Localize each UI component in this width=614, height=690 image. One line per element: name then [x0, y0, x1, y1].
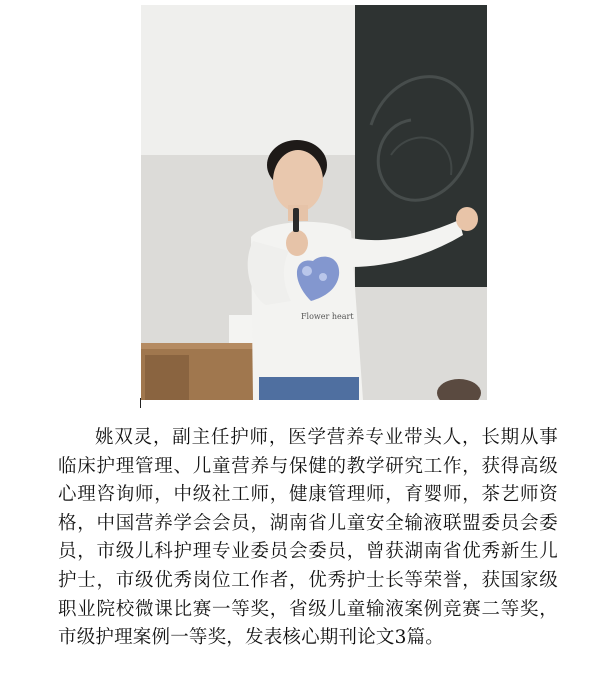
bio-paragraph: 姚双灵，副主任护师，医学营养专业带头人，长期从事临床护理管理、儿童营养与保健的教学研究工作，获得高级心理咨询师，中级社工师，健康管理师，育婴师，茶艺师资格，中国营养学会会员，湖南省儿童安全输液联盟委员会委员，市级儿科护理专业委员会委员，曾获湖南省优秀新生儿护士，市级优秀岗位工作者，优秀护士长等荣誉，获国家级职业院校微课比赛一等奖，省级儿童输液案例竞赛二等奖，市级护理案例一等奖，发表核心期刊论文3篇。 — [58, 427, 558, 649]
portrait-photo — [141, 5, 487, 400]
photo-corner-mark — [140, 398, 141, 408]
shirt-text: Flower heart — [301, 312, 354, 321]
